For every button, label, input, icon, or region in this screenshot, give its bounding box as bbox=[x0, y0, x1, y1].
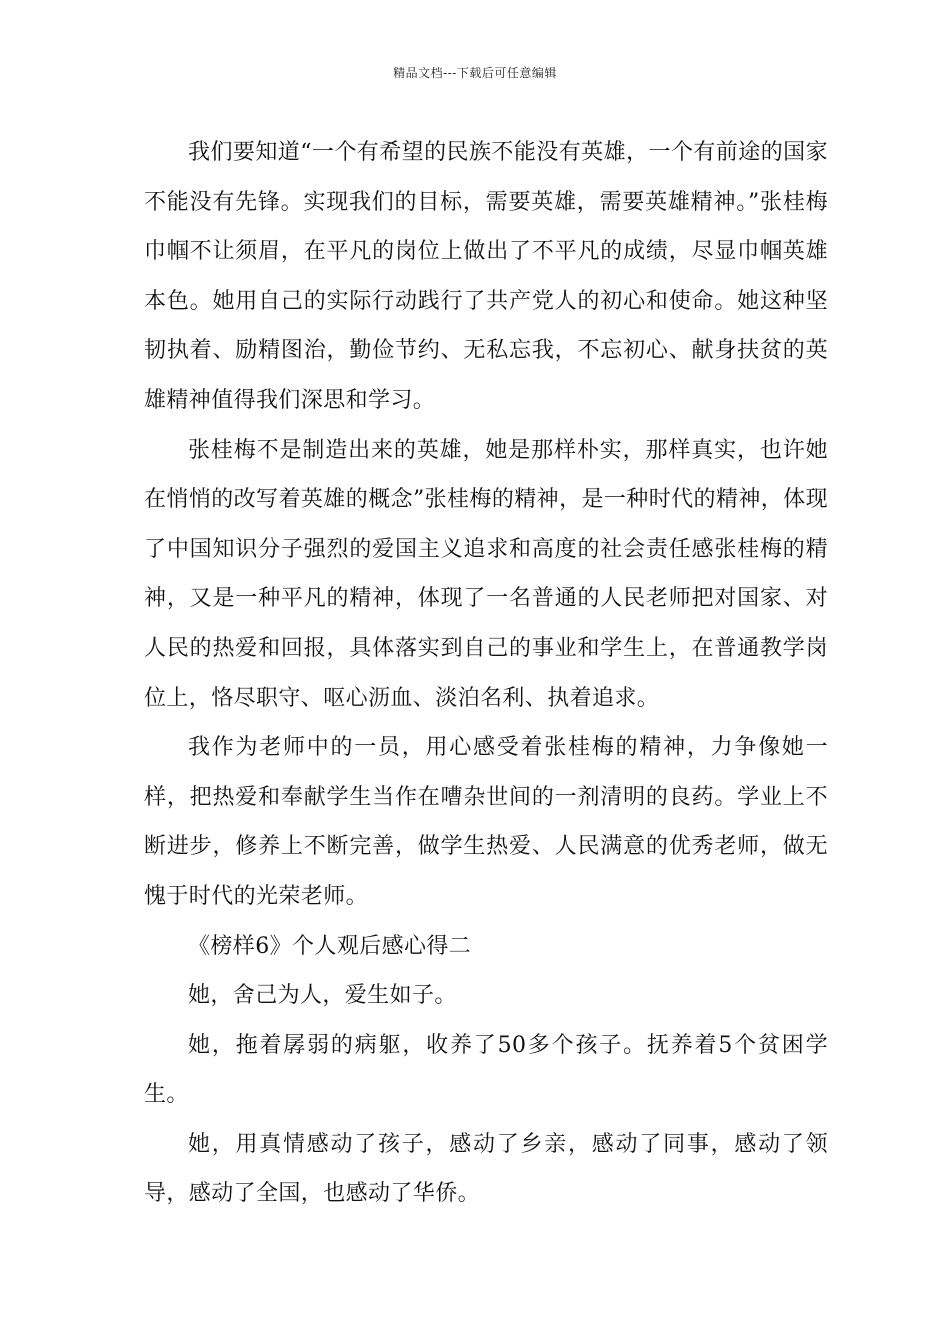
paragraph-4: 她，舍己为人，爱生如子。 bbox=[188, 983, 457, 1009]
paragraph-1: 我们要知道“一个有希望的民族不能没有英雄，一个有前途的国家不能没有先锋。实现我们的目标，需要英雄，需要英雄精神。”张桂梅巾帼不让须眉，在平凡的岗位上做出了不平凡的成绩，尽显巾帼英雄本色。她用自己的实际行动践行了共产党人的初心和使命。她这种坚韧执着、励精图治，勤俭节约、无私忘我，不忘初心、献身扶贫的英雄精神值得我们深思和学习。 bbox=[144, 140, 828, 413]
paragraph-2: 张桂梅不是制造出来的英雄，她是那样朴实，那样真实，也许她在悄悄的改写着英雄的概念”张桂梅的精神，是一种时代的精神，体现了中国知识分子强烈的爱国主义追求和高度的社会责任感张桂梅的精神，又是一种平凡的精神，体现了一名普通的人民老师把对国家、对人民的热爱和回报，具体落实到自己的事业和学生上，在普通教学岗位上，恪尽职守、呕心沥血、淡泊名利、执着追求。 bbox=[144, 437, 828, 711]
paragraph-3: 我作为老师中的一员，用心感受着张桂梅的精神，力争像她一样，把热爱和奉献学生当作在嘈杂世间的一剂清明的良药。学业上不断进步，修养上不断完善，做学生热爱、人民满意的优秀老师，做无愧于时代的光荣老师。 bbox=[144, 735, 828, 909]
page-header: 精品文档---下载后可任意编辑 bbox=[393, 66, 557, 80]
section-heading: 《榜样6》个人观后感心得二 bbox=[188, 933, 472, 959]
document-body bbox=[144, 128, 828, 1219]
paragraph-6: 她，用真情感动了孩子，感动了乡亲，感动了同事，感动了领导，感动了全国，也感动了华侨。 bbox=[144, 1131, 828, 1207]
paragraph-5: 她，拖着孱弱的病躯，收养了50多个孩子。抚养着5个贫困学生。 bbox=[144, 1032, 828, 1108]
